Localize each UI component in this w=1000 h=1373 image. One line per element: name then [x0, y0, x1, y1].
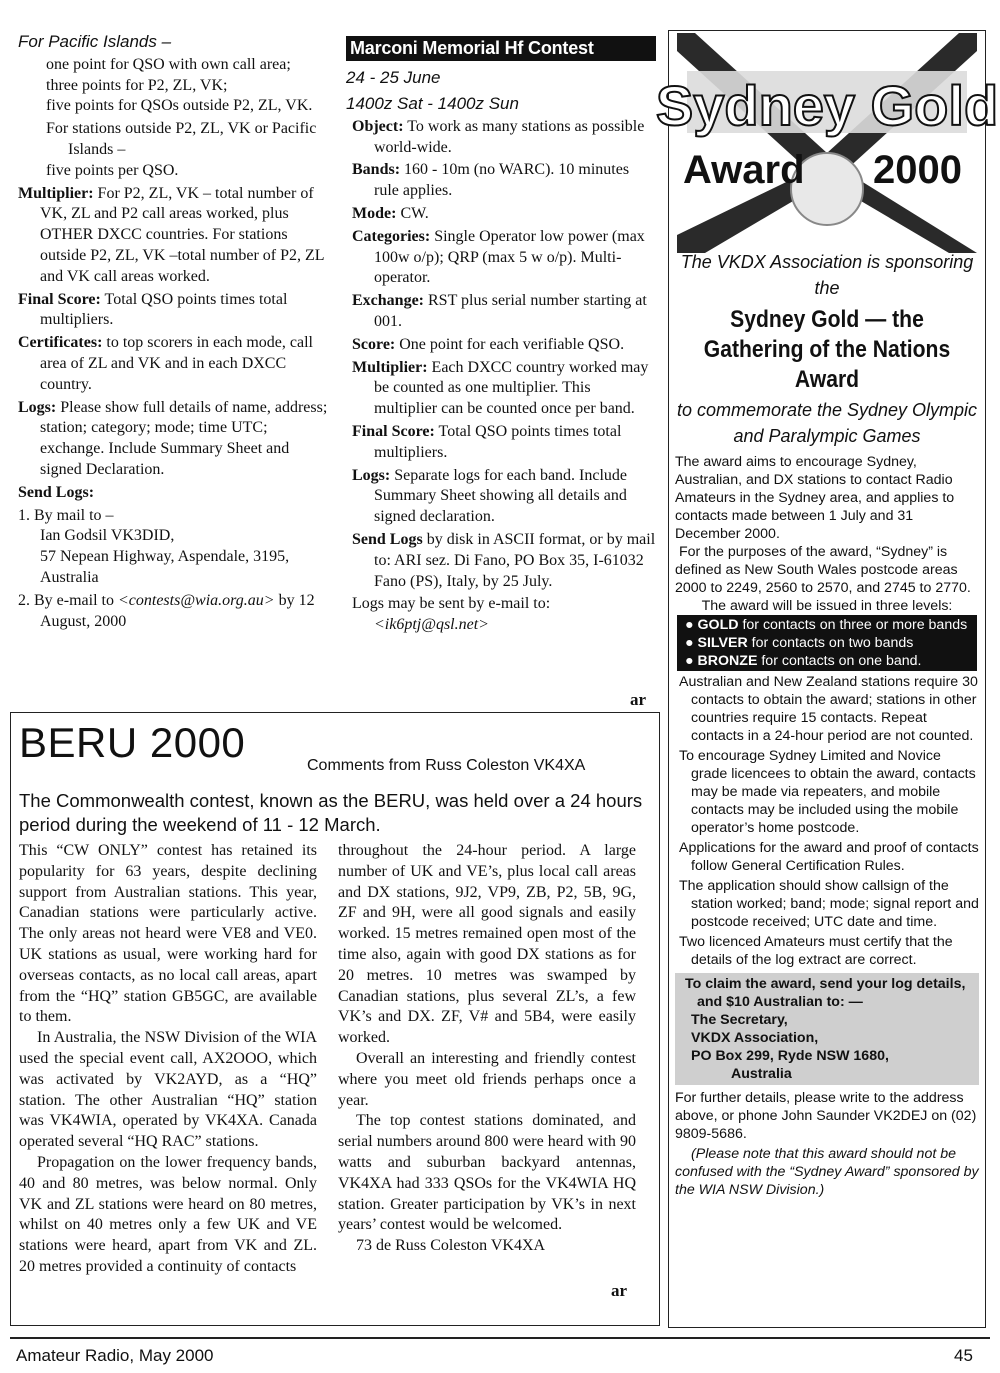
commemorate-line: to commemorate the Sydney Olympic and Paralympic Games	[676, 400, 978, 446]
multiplier-rule: Multiplier: Each DXCC country worked may be counted as one multiplier. This multiplier can be counted once per band.	[352, 358, 649, 418]
mail-address: 57 Nepean Highway, Aspendale, 3195, Australia	[40, 548, 290, 586]
levels-intro: The award will be issued in three levels:	[701, 598, 953, 614]
beru-paragraph: throughout the 24-hour period. A large number of UK and VE’s, plus local call areas and DX stations, 9J2, VP9, ZB, P2, 5B, 9G, ZF and 9H, were all good signals and easily worked. 15 metres remained open most of the time also, again with good DX stations as for 20 metres. 10 metres was swamped by Canadian stations, plus several ZL’s, a few VK’s and DX. ZF, V# and 5B4, were easily worked.	[338, 842, 636, 1047]
claim-address-line: PO Box 299, Ryde NSW 1680,	[691, 1048, 889, 1064]
final-score-rule: Final Score: Total QSO points times total multipliers.	[18, 290, 288, 329]
certificates-rule: Certificates: to top scorers in each mode, call area of ZL and VK and in each DXCC country.	[18, 334, 313, 393]
logs-rule: Logs: Please show full details of name, address; station; category; mode; time UTC; exchange. Include Summary Sheet and signed Declaration.	[18, 398, 328, 478]
award-rule: Two licenced Amateurs must certify that the details of the log extract are correct.	[679, 934, 953, 968]
claim-address-line: VKDX Association,	[691, 1030, 819, 1046]
beru-signoff: 73 de Russ Coleston VK4XA	[356, 1237, 546, 1255]
beru-column-2	[338, 841, 636, 1257]
pacific-line: five points for QSOs outside P2, ZL, VK.	[46, 97, 313, 115]
sydney-gold-box	[655, 30, 999, 1328]
marconi-time: 1400z Sat - 1400z Sun	[346, 93, 519, 113]
categories-rule: Categories: Single Operator low power (max 100w o/p); QRP (max 5 w o/p). Multi-operator.	[352, 227, 645, 287]
sponsor-line: The VKDX Association is sponsoring the	[680, 252, 974, 298]
award-levels	[677, 615, 977, 671]
award-rule: The application should show callsign of the station worked; band; mode; signal report and postcode received; UTC date and time.	[679, 878, 979, 930]
award-note: (Please note that this award should not be confused with the “Sydney Award” sponsored by the WIA NSW Division.)	[675, 1146, 979, 1198]
logo-title: Sydney Gold	[655, 74, 999, 137]
beru-column-1	[19, 841, 317, 1278]
award-paragraph: For the purposes of the award, “Sydney” is defined as New South Wales postcode areas 2000 to 2249, 2560 to 2570, and 2745 to 2770.	[675, 544, 971, 596]
exchange-rule: Exchange: RST plus serial number starting at 001.	[352, 292, 647, 330]
beru-paragraph: Propagation on the lower frequency bands, 40 and 80 metres, was below normal. Only VK and ZL stations were heard on 80 metres, whilst on 40 metres only a few UK and VE stations were heard, apart from VK and ZL. 20 metres provided a continuity of contacts	[19, 1153, 317, 1275]
claim-address-line: Australia	[731, 1066, 792, 1082]
level-bronze: ● BRONZE for contacts on one band.	[685, 653, 922, 669]
final-score-rule: Final Score: Total QSO points times total multipliers.	[352, 422, 622, 461]
award-body	[675, 453, 979, 1199]
footer-publication: Amateur Radio, May 2000	[16, 1346, 214, 1365]
footer-rule	[10, 1337, 990, 1339]
email-address: <ik6ptj@qsl.net>	[374, 616, 489, 634]
beru-lead: The Commonwealth contest, known as the BERU, was held over a 24 hours period during the weekend of 11 - 12 March.	[19, 790, 643, 835]
level-gold: ● GOLD for contacts on three or more bands	[685, 617, 968, 633]
column-marconi	[346, 36, 656, 636]
award-rule: To encourage Sydney Limited and Novice grade licencees to obtain the award, contacts may be made via repeaters, and mobile contacts may be included using the mobile operator’s home postcode.	[679, 748, 976, 836]
end-mark: ar	[611, 1281, 628, 1300]
logo-year: 2000	[873, 148, 962, 192]
logo-award: Award	[683, 148, 805, 192]
beru-paragraph: The top contest stations dominated, and serial numbers around 800 were heard with 90 watts and suburban backyard antennas, VK4XA had 333 QSOs for the VK4WIA HQ station. Greater participation by VK’s in next years’ contest would be welcomed.	[338, 1112, 636, 1234]
award-paragraph: The award aims to encourage Sydney, Australian, and DX stations to contact Radio Amateurs in the Sydney area, and applies to contacts made between 1 July and 31 December 2000.	[675, 454, 955, 542]
email-line: Logs may be sent by e-mail to:	[352, 595, 551, 613]
bands-rule: Bands: 160 - 10m (no WARC). 10 minutes rule applies.	[352, 161, 630, 200]
email-item: 2. By e-mail to <contests@wia.org.au> by 12 August, 2000	[18, 591, 315, 630]
column-pacific-rules	[18, 32, 328, 632]
page-number: 45	[954, 1346, 973, 1365]
marconi-date: 24 - 25 June	[346, 67, 441, 87]
logs-rule: Logs: Separate logs for each band. Include Summary Sheet showing all details and signed declaration.	[352, 466, 628, 526]
pacific-line: three points for P2, ZL, VK;	[46, 76, 228, 94]
mail-item: 1. By mail to –	[18, 506, 114, 524]
claim-instruction: To claim the award, send your log details, and $10 Australian to: —	[685, 976, 966, 1010]
marconi-banner: Marconi Memorial Hf Contest	[346, 36, 656, 61]
claim-address-line: The Secretary,	[691, 1012, 788, 1028]
outside-points: five points per QSO.	[46, 161, 179, 179]
multiplier-rule: Multiplier: For P2, ZL, VK – total number of VK, ZL and P2 call areas worked, plus OTHER DXCC countries. For stations outside P2, ZL, VK –total number of P2, ZL and VK call areas worked.	[18, 184, 324, 285]
send-logs-rule: Send Logs by disk in ASCII format, or by mail to: ARI sez. Di Fano, PO Box 35, I-61032 Fano (PS), Italy, by 25 July.	[352, 530, 656, 590]
beru-article-box	[10, 712, 660, 1326]
beru-byline: Comments from Russ Coleston VK4XA	[307, 757, 586, 774]
outside-line: For stations outside P2, ZL, VK or Pacific Islands –	[46, 120, 317, 158]
beru-paragraph: This “CW ONLY” contest has retained its popularity for 63 years, despite declining support from Australian stations. This year, Canadian stations were particularly active. The only areas not heard were VE8 and VE0. UK stations as usual, were working hard for overseas contacts, as no local call areas, apart from the “HQ” station GB5GC, are available to them.	[19, 842, 317, 1026]
sydney-gold-logo	[655, 33, 999, 253]
beru-paragraph: In Australia, the NSW Division of the WIA used the special event call, AX2OOO, which was activated by VK2AYD, as a “HQ” station. The other Australian “HQ” station was VK4WIA, operated by VK4XA. Canada operated several “HQ RAC” stations.	[19, 1029, 317, 1151]
score-rule: Score: One point for each verifiable QSO.	[352, 335, 625, 353]
pacific-line: one point for QSO with own call area;	[46, 55, 291, 73]
award-name: Sydney Gold — the Gathering of the Nations Award	[703, 306, 951, 393]
end-mark: ar	[630, 690, 647, 709]
award-rule: Applications for the award and proof of contacts follow General Certification Rules.	[679, 840, 979, 874]
send-logs-heading: Send Logs:	[18, 483, 95, 501]
beru-paragraph: Overall an interesting and friendly contest where you meet old friends perhaps once a year.	[338, 1049, 636, 1109]
pacific-heading: For Pacific Islands –	[18, 32, 172, 51]
object-rule: Object: To work as many stations as possible world-wide.	[352, 117, 645, 156]
claim-box	[675, 973, 979, 1085]
further-details: For further details, please write to the address above, or phone John Saunder VK2DEJ on (02) 9809-5686.	[675, 1090, 977, 1142]
mode-rule: Mode: CW.	[352, 204, 429, 222]
mail-name: Ian Godsil VK3DID,	[40, 527, 175, 545]
level-silver: ● SILVER for contacts on two bands	[685, 635, 914, 651]
beru-title: BERU 2000	[19, 719, 246, 766]
award-rule: Australian and New Zealand stations require 30 contacts to obtain the award; stations in other countries require 15 contacts. Repeat contacts in a 24-hour period are not counted.	[679, 674, 978, 744]
